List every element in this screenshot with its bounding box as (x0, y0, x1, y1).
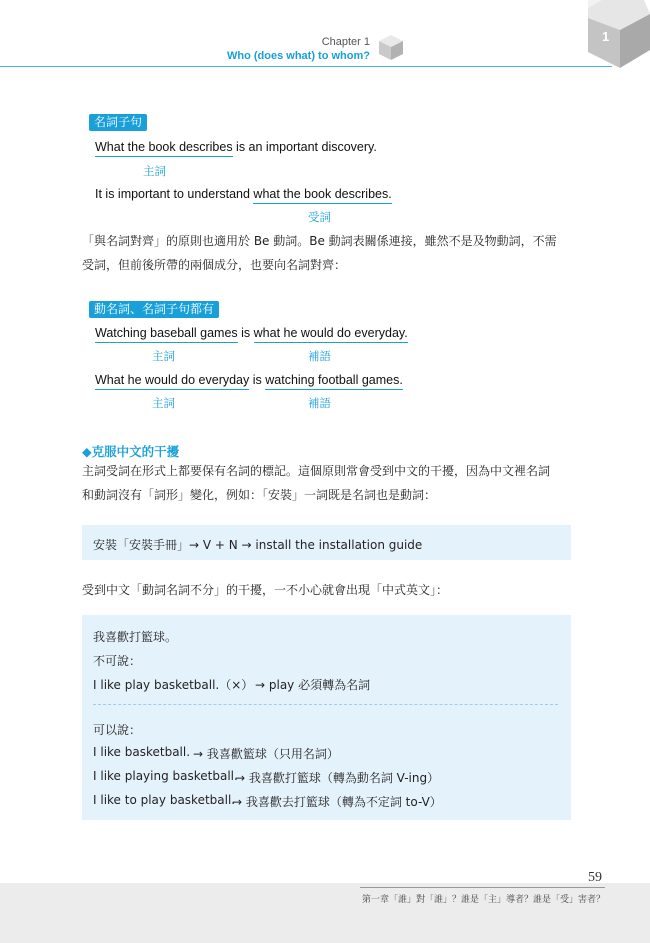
box-line: 我喜歡打籃球。 (93, 630, 178, 644)
example-sentence (95, 187, 392, 201)
page-number: 59 (588, 870, 602, 885)
correct-example-note: → 我喜歡去打籃球（轉為不定詞 to-V） (232, 795, 442, 809)
wrong-example-note: → play 必須轉為名詞 (255, 678, 371, 692)
chapter-subtitle: Who (does what) to whom? (227, 50, 370, 62)
role-label-subject: 主詞 (152, 396, 175, 410)
footer-title: 第一章「誰」對「誰」？誰是「主」導者？誰是「受」害者？ (361, 895, 605, 905)
wrong-example: I like play basketball.（×） (93, 678, 254, 692)
role-label-subject: 主詞 (143, 164, 166, 178)
underlined-complement: watching football games. (265, 373, 403, 390)
example-sentence (95, 140, 377, 154)
sentence-lead: It is important to understand (95, 187, 254, 201)
chapter-badge-number: 1 (602, 29, 610, 44)
underlined-object: what the book describes. (253, 187, 391, 204)
underlined-complement: what he would do everyday. (254, 326, 408, 343)
example-sentence (95, 373, 403, 387)
underlined-subject: What the book describes (95, 140, 233, 157)
correct-example: I like to play basketball. (93, 793, 236, 807)
section-tag-noun-clause: 名詞子句 (89, 114, 147, 131)
underlined-subject: Watching baseball games (95, 326, 238, 343)
chapter-cube-icon (582, 0, 650, 70)
paragraph-line: 受詞，但前後所帶的兩個成分，也要向名詞對齊： (82, 258, 347, 272)
box-line: 不可說： (93, 654, 142, 668)
dashed-divider (93, 704, 558, 705)
paragraph-line: 受到中文「動詞名詞不分」的干擾，一不小心就會出現「中式英文」： (82, 583, 449, 597)
chapter-label: Chapter 1 (321, 36, 370, 48)
box-text: 安裝「安裝手冊」→ V + N → install the installation guide (93, 538, 423, 552)
correct-example: I like basketball. (93, 745, 191, 759)
example-box (82, 615, 571, 820)
correct-example-note: → 我喜歡打籃球（轉為動名詞 V-ing） (235, 771, 440, 785)
paragraph-line: 和動詞沒有「詞形」變化，例如：「安裝」一詞既是名詞也是動詞： (82, 488, 437, 502)
example-sentence (95, 326, 408, 340)
correct-example-note: → 我喜歡籃球（只用名詞） (193, 747, 339, 761)
role-label-object: 受詞 (308, 210, 331, 224)
correct-example: I like playing basketball. (93, 769, 238, 783)
paragraph-line: 主詞受詞在形式上都要保有名詞的標記。這個原則常會受到中文的干擾，因為中文裡名詞 (82, 464, 551, 478)
box-line: 可以說： (93, 723, 142, 737)
role-label-complement: 補語 (308, 396, 331, 410)
footer-rule (360, 887, 605, 888)
section-tag-gerund-clause: 動名詞、名詞子句都有 (89, 301, 219, 318)
role-label-complement: 補語 (308, 349, 331, 363)
underlined-subject: What he would do everyday (95, 373, 249, 390)
copula: is (237, 326, 254, 340)
sentence-rest: is an important discovery. (232, 140, 377, 154)
copula: is (249, 373, 266, 387)
section-heading: ◆克服中文的干擾 (82, 444, 180, 459)
small-cube-icon (376, 32, 406, 62)
paragraph-line: 「與名詞對齊」的原則也適用於 Be 動詞。Be 動詞表關係連接，雖然不是及物動詞，不需 (82, 234, 557, 248)
header-rule (0, 66, 612, 67)
role-label-subject: 主詞 (152, 349, 175, 363)
